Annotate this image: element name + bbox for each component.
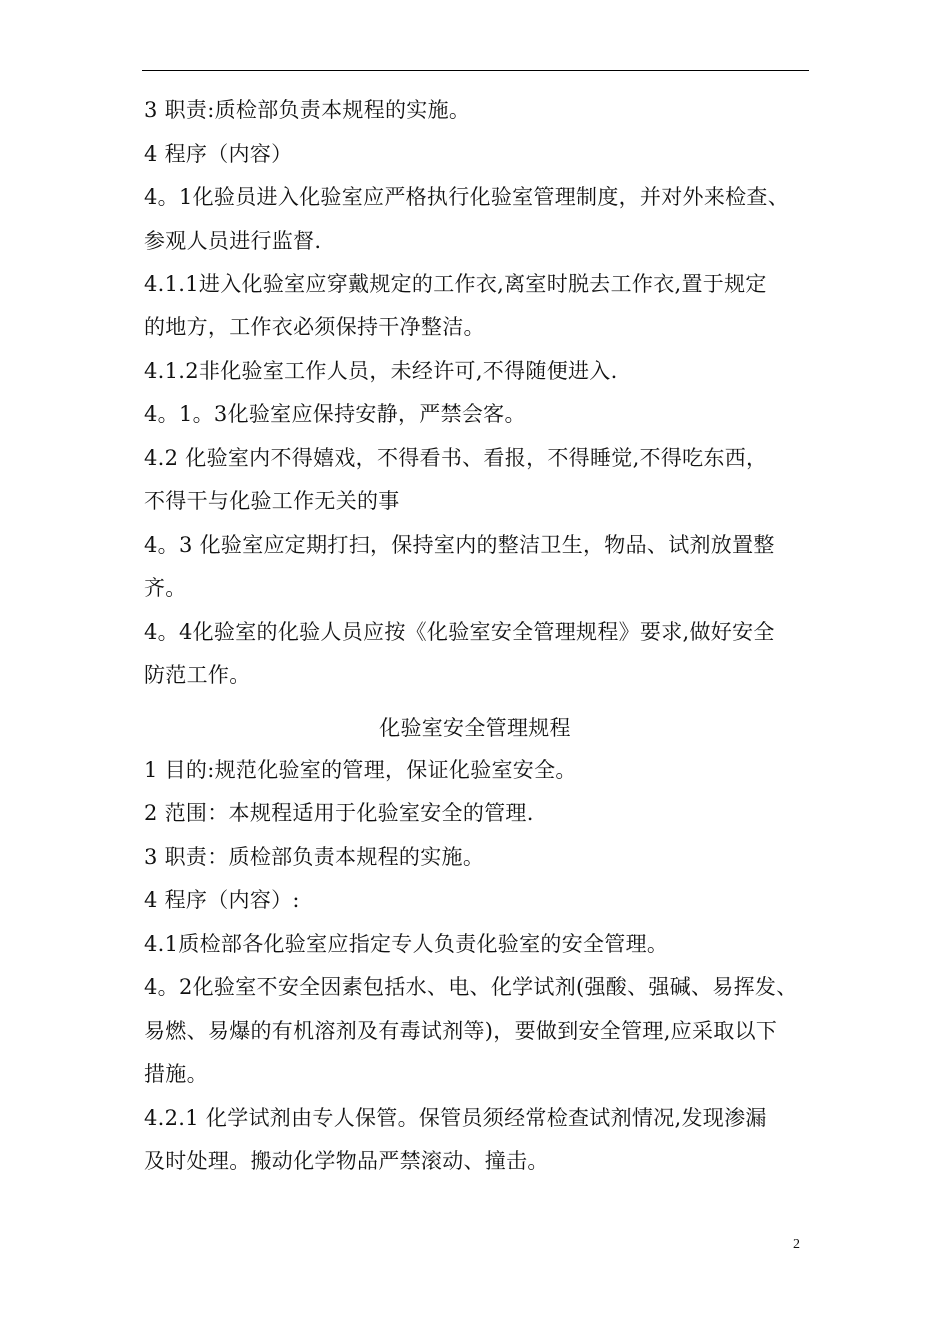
line: 4.2 化验室内不得嬉戏，不得看书、看报，不得睡觉,不得吃东西， <box>144 446 768 470</box>
line: 4。4化验室的化验人员应按《化验室安全管理规程》要求,做好安全 <box>144 620 775 644</box>
line: 4.2.1 化学试剂由专人保管。保管员须经常检查试剂情况,发现渗漏 <box>144 1106 767 1130</box>
line: 的地方，工作衣必须保持干净整洁。 <box>144 315 485 339</box>
line: 4 程序（内容）: <box>144 888 300 912</box>
line: 易燃、易爆的有机溶剂及有毒试剂等)，要做到安全管理,应采取以下 <box>144 1019 778 1043</box>
line: 4 程序（内容） <box>144 142 293 166</box>
section-title: 化验室安全管理规程 <box>379 716 571 740</box>
line: 4。1化验员进入化验室应严格执行化验室管理制度，并对外来检查、 <box>144 185 790 209</box>
line: 2 范围：本规程适用于化验室安全的管理. <box>144 801 534 825</box>
line: 及时处理。搬动化学物品严禁滚动、撞击。 <box>144 1149 549 1173</box>
line: 措施。 <box>144 1062 208 1086</box>
line: 1 目的:规范化验室的管理，保证化验室安全。 <box>144 758 577 782</box>
line: 4。1。3化验室应保持安静，严禁会客。 <box>144 402 526 426</box>
line: 3 职责：质检部负责本规程的实施。 <box>144 845 485 869</box>
line: 4.1.2非化验室工作人员，未经许可,不得随便进入. <box>144 359 618 383</box>
line: 4.1.1进入化验室应穿戴规定的工作衣,离室时脱去工作衣,置于规定 <box>144 272 767 296</box>
page-number: 2 <box>793 1237 800 1252</box>
line: 4.1质检部各化验室应指定专人负责化验室的安全管理。 <box>144 932 669 956</box>
line: 齐。 <box>144 576 187 600</box>
line: 4。3 化验室应定期打扫，保持室内的整洁卫生，物品、试剂放置整 <box>144 533 775 557</box>
line: 4。2化验室不安全因素包括水、电、化学试剂(强酸、强碱、易挥发、 <box>144 975 798 999</box>
line: 防范工作。 <box>144 663 251 687</box>
line: 3 职责:质检部负责本规程的实施。 <box>144 98 471 122</box>
header-rule <box>142 70 809 71</box>
line: 不得干与化验工作无关的事 <box>144 489 400 513</box>
line: 参观人员进行监督. <box>144 229 322 253</box>
